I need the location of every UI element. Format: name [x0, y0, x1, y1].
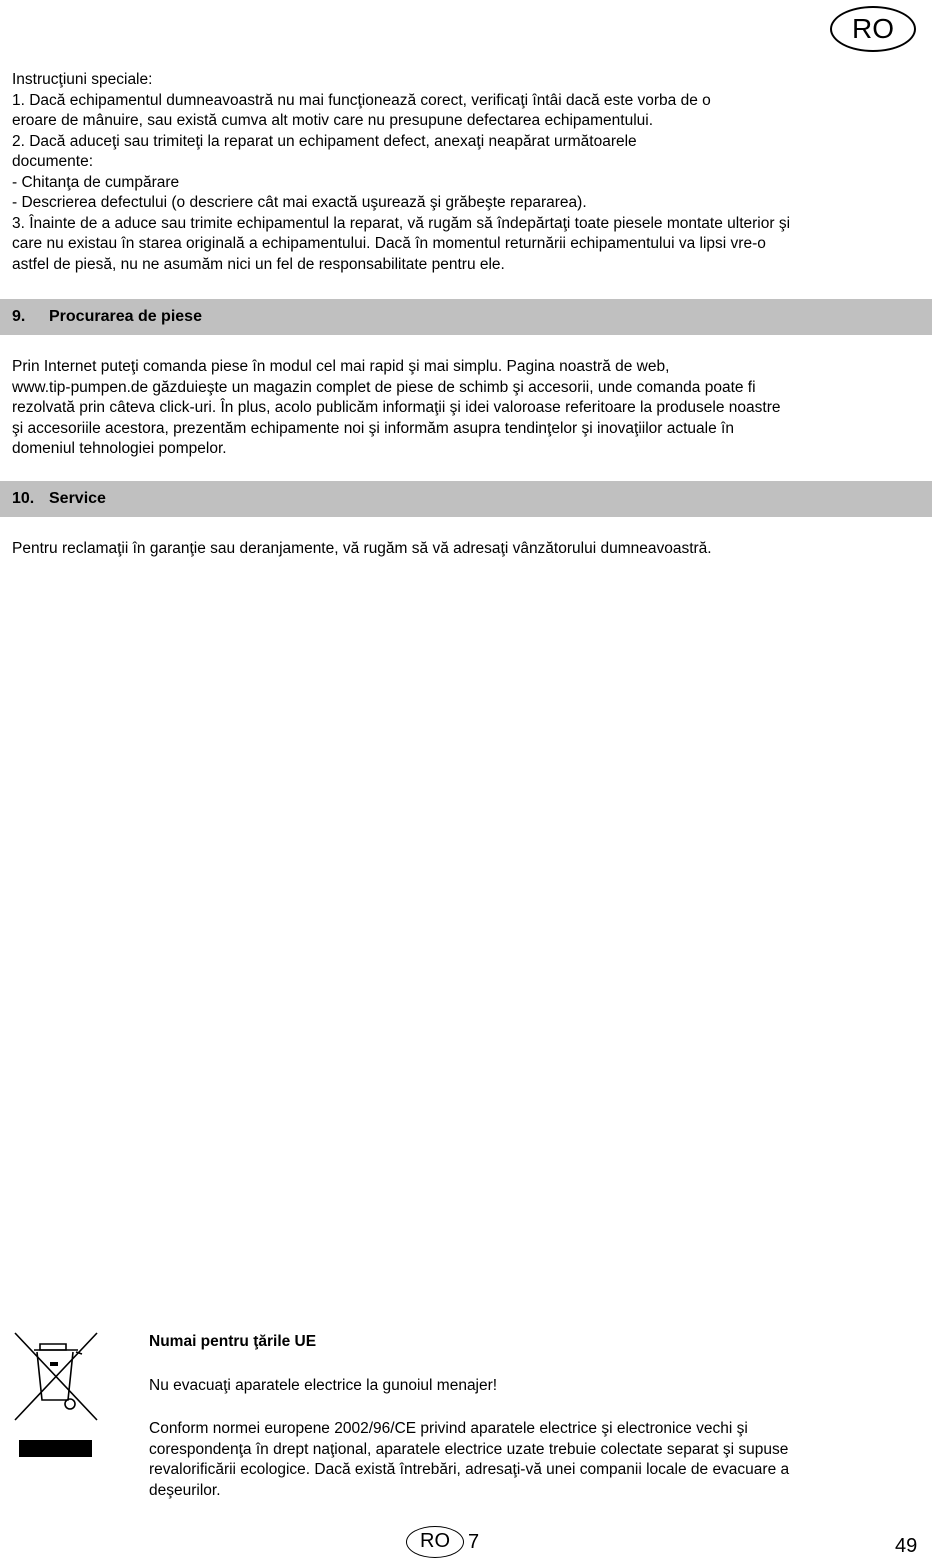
- page-number: 49: [895, 1535, 918, 1557]
- text-line: Prin Internet puteţi comanda piese în modul cel mai rapid şi mai simplu. Pagina noastră de web,: [12, 358, 670, 375]
- text-line: www.tip-pumpen.de găzduieşte un magazin complet de piese de schimb şi accesorii, unde comanda poate fi: [12, 378, 756, 396]
- text-line: 2. Dacă aduceţi sau trimiteţi la reparat un echipament defect, anexaţi neapărat următoarele: [12, 132, 637, 150]
- footer-language-badge: RO: [406, 1526, 464, 1558]
- section-title: Procurarea de piese: [49, 308, 202, 325]
- section-9-body: [12, 357, 924, 460]
- eu-notice-warning: Nu evacuaţi aparatele electrice la gunoiul menajer!: [149, 1376, 498, 1394]
- text-line: revalorificării ecologice. Dacă există întrebări, adresaţi-vă unei companii locale de evacuare a: [149, 1461, 790, 1478]
- language-badge: RO: [830, 6, 916, 52]
- text-line: - Chitanţa de cumpărare: [12, 173, 180, 191]
- text-line: - Descrierea defectului (o descriere cât mai exactă uşurează şi grăbeşte repararea).: [12, 194, 587, 211]
- text-line: Pentru reclamaţii în garanţie sau deranjamente, vă rugăm să vă adresaţi vânzătorului dumneavoastră.: [12, 540, 712, 557]
- text-line: documente:: [12, 153, 93, 170]
- section-9-header: [0, 299, 932, 335]
- section-10-body: [12, 539, 924, 560]
- special-instructions: [12, 70, 924, 275]
- section-10-header: [0, 481, 932, 517]
- text-line: domeniul tehnologiei pompelor.: [12, 440, 227, 457]
- text-line: şi accesoriile acestora, prezentăm echipamente noi şi informăm asupra tendinţelor şi inovaţiilor actuale în: [12, 419, 734, 437]
- text-line: 3. Înainte de a aduce sau trimite echipamentul la reparat, vă rugăm să îndepărtaţi toate piesele montate ulterior şi: [12, 214, 791, 232]
- text-line: deşeurilor.: [149, 1481, 221, 1499]
- eu-notice: [149, 1332, 919, 1501]
- text-line: Instrucţiuni speciale:: [12, 71, 153, 88]
- text-line: rezolvată prin câteva click-uri. În plus, acolo publicăm informaţii şi idei valoroase referitoare la produsele noastre: [12, 399, 781, 416]
- crossed-out-wheelie-bin-icon: [12, 1330, 100, 1460]
- text-line: care nu existau în starea originală a echipamentului. Dacă în momentul returnării echipamentului va lipsi vre-o: [12, 235, 766, 252]
- section-number: 9.: [12, 308, 26, 325]
- text-line: corespondenţa în drept naţional, aparatele electrice uzate trebuie colectate separat şi supuse: [149, 1440, 789, 1458]
- text-line: Conform normei europene 2002/96/CE privind aparatele electrice şi electronice vechi şi: [149, 1420, 748, 1437]
- eu-notice-heading: Numai pentru ţările UE: [149, 1333, 317, 1350]
- section-title: Service: [49, 490, 106, 507]
- footer-sub-page: 7: [468, 1531, 480, 1553]
- text-line: eroare de mânuire, sau există cumva alt motiv care nu presupune defectarea echipamentului.: [12, 112, 654, 129]
- section-number: 10.: [12, 490, 35, 507]
- text-line: astfel de piesă, nu ne asumăm nici un fel de responsabilitate pentru ele.: [12, 255, 505, 273]
- text-line: 1. Dacă echipamentul dumneavoastră nu mai funcţionează corect, verificaţi întâi dacă este vorba de o: [12, 91, 711, 109]
